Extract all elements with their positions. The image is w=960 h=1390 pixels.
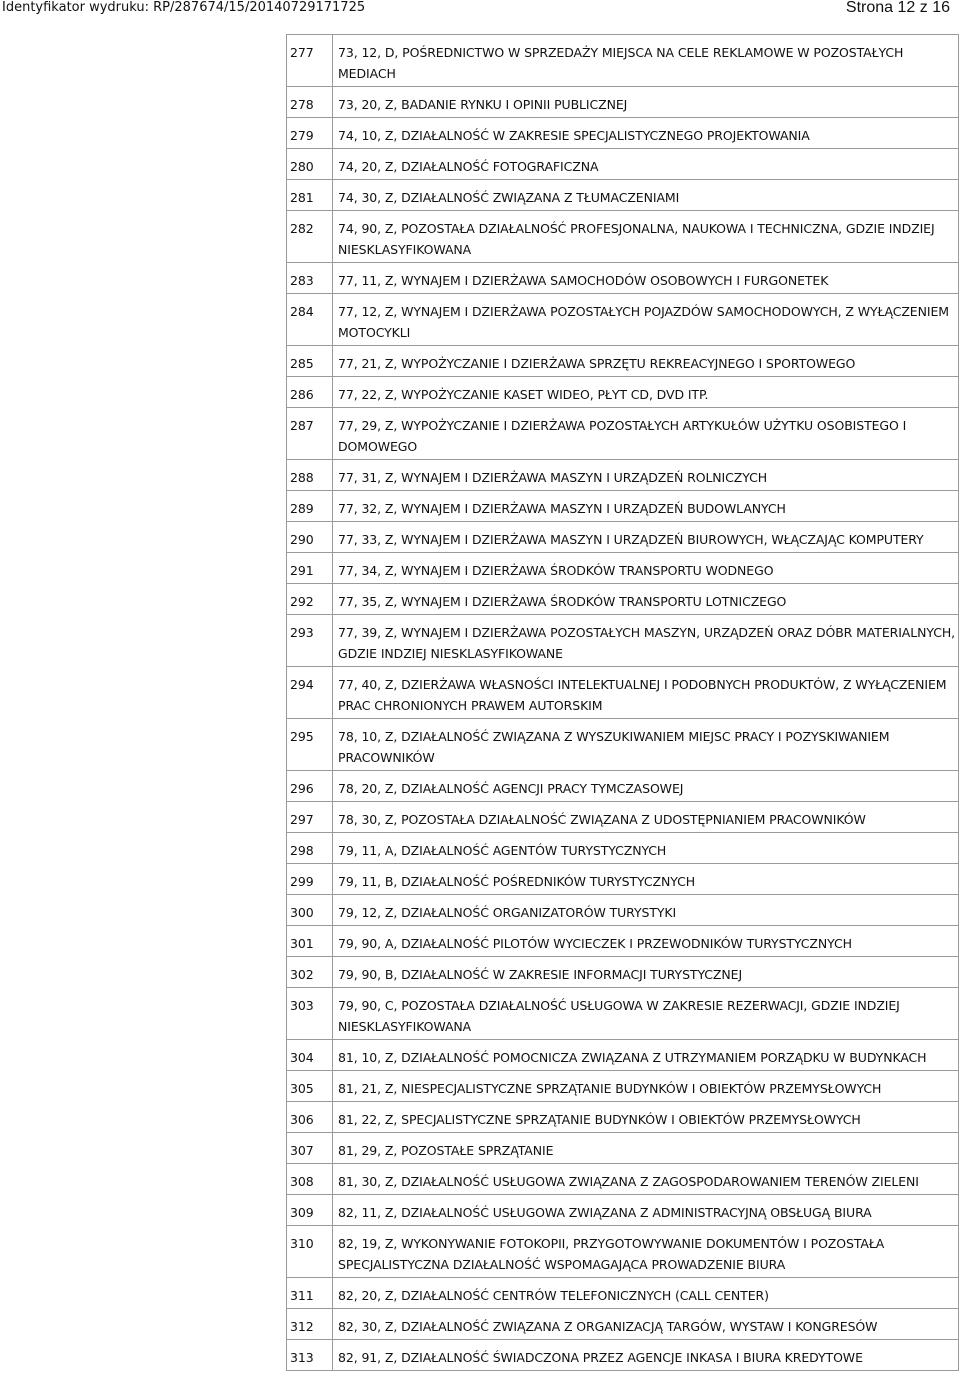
activity-description: 78, 10, Z, DZIAŁALNOŚĆ ZWIĄZANA Z WYSZUKIWANIEM MIEJSC PRACY I POZYSKIWANIEM PRACOWNIKÓW bbox=[333, 719, 959, 771]
table-row bbox=[287, 522, 959, 553]
activity-description: 77, 31, Z, WYNAJEM I DZIERŻAWA MASZYN I URZĄDZEŃ ROLNICZYCH bbox=[333, 460, 959, 491]
table-body bbox=[287, 35, 959, 1371]
activity-description: 73, 20, Z, BADANIE RYNKU I OPINII PUBLICZNEJ bbox=[333, 87, 959, 118]
row-number: 281 bbox=[287, 180, 333, 211]
activity-description: 77, 40, Z, DZIERŻAWA WŁASNOŚCI INTELEKTUALNEJ I PODOBNYCH PRODUKTÓW, Z WYŁĄCZENIEM PRAC CHRONIONYCH PRAWEM AUTORSKIM bbox=[333, 667, 959, 719]
table-row bbox=[287, 1226, 959, 1278]
row-number: 291 bbox=[287, 553, 333, 584]
activity-description: 77, 12, Z, WYNAJEM I DZIERŻAWA POZOSTAŁYCH POJAZDÓW SAMOCHODOWYCH, Z WYŁĄCZENIEM MOTOCYKLI bbox=[333, 294, 959, 346]
row-number: 296 bbox=[287, 771, 333, 802]
activity-description: 82, 11, Z, DZIAŁALNOŚĆ USŁUGOWA ZWIĄZANA Z ADMINISTRACYJNĄ OBSŁUGĄ BIURA bbox=[333, 1195, 959, 1226]
activity-description: 79, 11, A, DZIAŁALNOŚĆ AGENTÓW TURYSTYCZNYCH bbox=[333, 833, 959, 864]
row-number: 290 bbox=[287, 522, 333, 553]
table-row bbox=[287, 294, 959, 346]
activity-description: 79, 90, B, DZIAŁALNOŚĆ W ZAKRESIE INFORMACJI TURYSTYCZNEJ bbox=[333, 957, 959, 988]
table-row bbox=[287, 1040, 959, 1071]
activity-description: 77, 21, Z, WYPOŻYCZANIE I DZIERŻAWA SPRZĘTU REKREACYJNEGO I SPORTOWEGO bbox=[333, 346, 959, 377]
table-row bbox=[287, 802, 959, 833]
table-row bbox=[287, 377, 959, 408]
activity-description: 77, 32, Z, WYNAJEM I DZIERŻAWA MASZYN I URZĄDZEŃ BUDOWLANYCH bbox=[333, 491, 959, 522]
activity-description: 73, 12, D, POŚREDNICTWO W SPRZEDAŻY MIEJSCA NA CELE REKLAMOWE W POZOSTAŁYCH MEDIACH bbox=[333, 35, 959, 87]
activity-codes-table bbox=[286, 34, 959, 1371]
table-row bbox=[287, 864, 959, 895]
row-number: 301 bbox=[287, 926, 333, 957]
table-row bbox=[287, 1071, 959, 1102]
row-number: 309 bbox=[287, 1195, 333, 1226]
row-number: 295 bbox=[287, 719, 333, 771]
activity-description: 82, 91, Z, DZIAŁALNOŚĆ ŚWIADCZONA PRZEZ AGENCJE INKASA I BIURA KREDYTOWE bbox=[333, 1340, 959, 1371]
print-identifier: Identyfikator wydruku: RP/287674/15/20140729171725 bbox=[2, 0, 366, 15]
table-row bbox=[287, 833, 959, 864]
activity-description: 79, 12, Z, DZIAŁALNOŚĆ ORGANIZATORÓW TURYSTYKI bbox=[333, 895, 959, 926]
table-row bbox=[287, 118, 959, 149]
table-row bbox=[287, 771, 959, 802]
page-header bbox=[0, 0, 960, 18]
activity-description: 82, 30, Z, DZIAŁALNOŚĆ ZWIĄZANA Z ORGANIZACJĄ TARGÓW, WYSTAW I KONGRESÓW bbox=[333, 1309, 959, 1340]
row-number: 294 bbox=[287, 667, 333, 719]
row-number: 287 bbox=[287, 408, 333, 460]
activity-description: 74, 90, Z, POZOSTAŁA DZIAŁALNOŚĆ PROFESJONALNA, NAUKOWA I TECHNICZNA, GDZIE INDZIEJ NIESKLASYFIKOWANA bbox=[333, 211, 959, 263]
table-row bbox=[287, 895, 959, 926]
row-number: 300 bbox=[287, 895, 333, 926]
row-number: 308 bbox=[287, 1164, 333, 1195]
table-row bbox=[287, 667, 959, 719]
table-row bbox=[287, 1102, 959, 1133]
table-row bbox=[287, 346, 959, 377]
table-row bbox=[287, 1133, 959, 1164]
row-number: 286 bbox=[287, 377, 333, 408]
activity-description: 82, 19, Z, WYKONYWANIE FOTOKOPII, PRZYGOTOWYWANIE DOKUMENTÓW I POZOSTAŁA SPECJALISTYCZNA DZIAŁALNOŚĆ WSPOMAGAJĄCA PROWADZENIE BIURA bbox=[333, 1226, 959, 1278]
row-number: 282 bbox=[287, 211, 333, 263]
activity-description: 74, 30, Z, DZIAŁALNOŚĆ ZWIĄZANA Z TŁUMACZENIAMI bbox=[333, 180, 959, 211]
row-number: 280 bbox=[287, 149, 333, 180]
activity-description: 81, 30, Z, DZIAŁALNOŚĆ USŁUGOWA ZWIĄZANA Z ZAGOSPODAROWANIEM TERENÓW ZIELENI bbox=[333, 1164, 959, 1195]
activity-description: 81, 22, Z, SPECJALISTYCZNE SPRZĄTANIE BUDYNKÓW I OBIEKTÓW PRZEMYSŁOWYCH bbox=[333, 1102, 959, 1133]
table-row bbox=[287, 615, 959, 667]
row-number: 288 bbox=[287, 460, 333, 491]
table-row bbox=[287, 1340, 959, 1371]
row-number: 278 bbox=[287, 87, 333, 118]
table-row bbox=[287, 263, 959, 294]
activity-description: 81, 29, Z, POZOSTAŁE SPRZĄTANIE bbox=[333, 1133, 959, 1164]
activity-description: 77, 35, Z, WYNAJEM I DZIERŻAWA ŚRODKÓW TRANSPORTU LOTNICZEGO bbox=[333, 584, 959, 615]
activity-description: 81, 21, Z, NIESPECJALISTYCZNE SPRZĄTANIE BUDYNKÓW I OBIEKTÓW PRZEMYSŁOWYCH bbox=[333, 1071, 959, 1102]
activity-description: 82, 20, Z, DZIAŁALNOŚĆ CENTRÓW TELEFONICZNYCH (CALL CENTER) bbox=[333, 1278, 959, 1309]
table-row bbox=[287, 35, 959, 87]
table-row bbox=[287, 460, 959, 491]
table-row bbox=[287, 149, 959, 180]
table-row bbox=[287, 1278, 959, 1309]
activity-description: 78, 20, Z, DZIAŁALNOŚĆ AGENCJI PRACY TYMCZASOWEJ bbox=[333, 771, 959, 802]
table-row bbox=[287, 491, 959, 522]
activity-description: 79, 90, C, POZOSTAŁA DZIAŁALNOŚĆ USŁUGOWA W ZAKRESIE REZERWACJI, GDZIE INDZIEJ NIESKLASYFIKOWANA bbox=[333, 988, 959, 1040]
table-row bbox=[287, 988, 959, 1040]
row-number: 307 bbox=[287, 1133, 333, 1164]
row-number: 298 bbox=[287, 833, 333, 864]
row-number: 279 bbox=[287, 118, 333, 149]
table-row bbox=[287, 1195, 959, 1226]
table-row bbox=[287, 1164, 959, 1195]
row-number: 289 bbox=[287, 491, 333, 522]
activity-description: 77, 33, Z, WYNAJEM I DZIERŻAWA MASZYN I URZĄDZEŃ BIUROWYCH, WŁĄCZAJĄC KOMPUTERY bbox=[333, 522, 959, 553]
row-number: 305 bbox=[287, 1071, 333, 1102]
table-row bbox=[287, 408, 959, 460]
row-number: 283 bbox=[287, 263, 333, 294]
table-row bbox=[287, 180, 959, 211]
activity-description: 74, 10, Z, DZIAŁALNOŚĆ W ZAKRESIE SPECJALISTYCZNEGO PROJEKTOWANIA bbox=[333, 118, 959, 149]
row-number: 297 bbox=[287, 802, 333, 833]
table-row bbox=[287, 957, 959, 988]
activity-description: 81, 10, Z, DZIAŁALNOŚĆ POMOCNICZA ZWIĄZANA Z UTRZYMANIEM PORZĄDKU W BUDYNKACH bbox=[333, 1040, 959, 1071]
activity-description: 77, 22, Z, WYPOŻYCZANIE KASET WIDEO, PŁYT CD, DVD ITP. bbox=[333, 377, 959, 408]
activity-description: 79, 90, A, DZIAŁALNOŚĆ PILOTÓW WYCIECZEK I PRZEWODNIKÓW TURYSTYCZNYCH bbox=[333, 926, 959, 957]
table-row bbox=[287, 1309, 959, 1340]
activity-description: 79, 11, B, DZIAŁALNOŚĆ POŚREDNIKÓW TURYSTYCZNYCH bbox=[333, 864, 959, 895]
row-number: 293 bbox=[287, 615, 333, 667]
row-number: 292 bbox=[287, 584, 333, 615]
activity-description: 77, 11, Z, WYNAJEM I DZIERŻAWA SAMOCHODÓW OSOBOWYCH I FURGONETEK bbox=[333, 263, 959, 294]
table-row bbox=[287, 926, 959, 957]
row-number: 313 bbox=[287, 1340, 333, 1371]
row-number: 277 bbox=[287, 35, 333, 87]
row-number: 302 bbox=[287, 957, 333, 988]
activity-description: 77, 29, Z, WYPOŻYCZANIE I DZIERŻAWA POZOSTAŁYCH ARTYKUŁÓW UŻYTKU OSOBISTEGO I DOMOWEGO bbox=[333, 408, 959, 460]
activity-description: 74, 20, Z, DZIAŁALNOŚĆ FOTOGRAFICZNA bbox=[333, 149, 959, 180]
activity-description: 77, 39, Z, WYNAJEM I DZIERŻAWA POZOSTAŁYCH MASZYN, URZĄDZEŃ ORAZ DÓBR MATERIALNYCH, GDZIE INDZIEJ NIESKLASYFIKOWANE bbox=[333, 615, 959, 667]
activity-description: 78, 30, Z, POZOSTAŁA DZIAŁALNOŚĆ ZWIĄZANA Z UDOSTĘPNIANIEM PRACOWNIKÓW bbox=[333, 802, 959, 833]
table-row bbox=[287, 553, 959, 584]
row-number: 311 bbox=[287, 1278, 333, 1309]
table-row bbox=[287, 584, 959, 615]
row-number: 299 bbox=[287, 864, 333, 895]
row-number: 303 bbox=[287, 988, 333, 1040]
row-number: 312 bbox=[287, 1309, 333, 1340]
table-row bbox=[287, 87, 959, 118]
row-number: 285 bbox=[287, 346, 333, 377]
row-number: 284 bbox=[287, 294, 333, 346]
table-row bbox=[287, 719, 959, 771]
row-number: 306 bbox=[287, 1102, 333, 1133]
activity-description: 77, 34, Z, WYNAJEM I DZIERŻAWA ŚRODKÓW TRANSPORTU WODNEGO bbox=[333, 553, 959, 584]
table-row bbox=[287, 211, 959, 263]
row-number: 310 bbox=[287, 1226, 333, 1278]
row-number: 304 bbox=[287, 1040, 333, 1071]
page-number: Strona 12 z 16 bbox=[845, 0, 950, 16]
